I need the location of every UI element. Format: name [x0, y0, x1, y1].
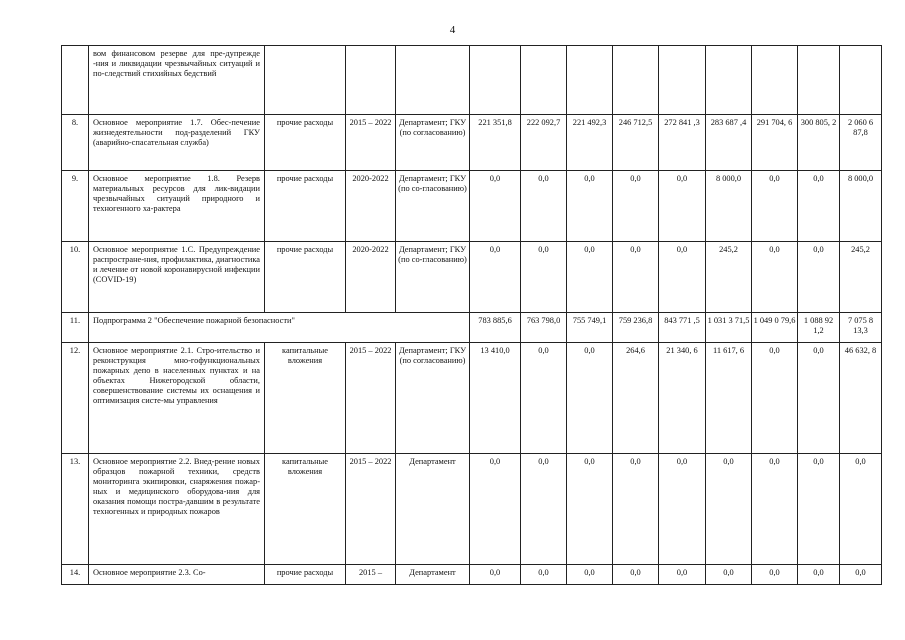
years-cell: 2020-2022	[346, 242, 396, 313]
value-cell: 0,0	[706, 565, 752, 585]
row-number-cell: 12.	[62, 343, 89, 454]
value-cell	[840, 46, 882, 115]
row-number-cell: 9.	[62, 171, 89, 242]
value-cell: 0,0	[613, 242, 659, 313]
row-number-cell: 11.	[62, 313, 89, 343]
measure-description-cell: Основное мероприятие 1.С. Предупреждение распростране-ния, профилактика, диагностика и лечение от новой коронавирусной инфекции (COVID-19)	[89, 242, 265, 313]
expense-type-cell: прочие расходы	[265, 242, 346, 313]
measure-description-cell: Основное мероприятие 2.2. Внед-рение новых образцов пожарной техники, средств мониторинга экипировки, снаряжения пожар-ных и медицинского оборудова-ния для оказания помощи постра-давшим в результате техногенных и природных пожаров	[89, 454, 265, 565]
years-cell: 2020-2022	[346, 171, 396, 242]
expense-type-cell: капитальные вложения	[265, 454, 346, 565]
row-number-cell	[62, 46, 89, 115]
value-cell: 0,0	[567, 565, 613, 585]
executor-cell: Департамент; ГКУ (по согласованию)	[396, 343, 470, 454]
row-number-cell: 14.	[62, 565, 89, 585]
value-cell: 0,0	[613, 171, 659, 242]
value-cell: 0,0	[706, 454, 752, 565]
row-number-cell: 10.	[62, 242, 89, 313]
value-cell: 8 000,0	[706, 171, 752, 242]
years-cell: 2015 – 2022	[346, 115, 396, 171]
value-cell	[521, 46, 567, 115]
value-cell: 300 805, 2	[798, 115, 840, 171]
value-cell	[798, 46, 840, 115]
value-cell: 246 712,5	[613, 115, 659, 171]
value-cell	[613, 46, 659, 115]
measure-description-cell: Основное мероприятие 1.7. Обес-печение жизнедеятельности под-разделений ГКУ (аварийно-спасательная служба)	[89, 115, 265, 171]
value-cell: 0,0	[659, 242, 706, 313]
value-cell: 11 617, 6	[706, 343, 752, 454]
table-row	[62, 242, 882, 313]
table-row	[62, 454, 882, 565]
executor-cell	[396, 46, 470, 115]
value-cell: 264,6	[613, 343, 659, 454]
value-cell: 0,0	[613, 454, 659, 565]
executor-cell: Департамент; ГКУ (по со-гласованию)	[396, 171, 470, 242]
value-cell	[752, 46, 798, 115]
value-cell: 0,0	[567, 343, 613, 454]
measure-description-cell: Основное мероприятие 2.1. Стро-ительство и реконструкция мно-гофункциональных пожарных депо в населенных пунктах и на объектах Нижегородской области, совершенствование системы их оснащения и оптимизация систе-мы управления	[89, 343, 265, 454]
value-cell: 0,0	[521, 242, 567, 313]
table-row	[62, 313, 882, 343]
value-cell: 0,0	[752, 454, 798, 565]
value-cell: 0,0	[798, 343, 840, 454]
value-cell: 0,0	[659, 454, 706, 565]
value-cell: 21 340, 6	[659, 343, 706, 454]
value-cell: 0,0	[798, 565, 840, 585]
value-cell: 221 492,3	[567, 115, 613, 171]
value-cell: 843 771 ,5	[659, 313, 706, 343]
value-cell: 0,0	[752, 242, 798, 313]
value-cell: 245,2	[840, 242, 882, 313]
executor-cell: Департамент	[396, 454, 470, 565]
value-cell: 291 704, 6	[752, 115, 798, 171]
value-cell: 0,0	[470, 454, 521, 565]
value-cell: 0,0	[659, 565, 706, 585]
table-row	[62, 115, 882, 171]
value-cell: 0,0	[470, 242, 521, 313]
table-row	[62, 171, 882, 242]
executor-cell: Департамент; ГКУ (по согласованию)	[396, 115, 470, 171]
value-cell: 46 632, 8	[840, 343, 882, 454]
row-number-cell: 13.	[62, 454, 89, 565]
subprogram-title-cell: Подпрограмма 2 "Обеспечение пожарной безопасности"	[89, 313, 470, 343]
value-cell: 0,0	[840, 454, 882, 565]
expense-type-cell	[265, 46, 346, 115]
value-cell: 272 841 ,3	[659, 115, 706, 171]
value-cell: 2 060 6 87,8	[840, 115, 882, 171]
years-cell: 2015 – 2022	[346, 343, 396, 454]
measure-description-cell: Основное мероприятие 1.8. Резерв материальных ресурсов для лик-видации чрезвычайных ситуаций природного и техногенного ха-рактера	[89, 171, 265, 242]
budget-table	[61, 45, 882, 585]
value-cell: 0,0	[470, 171, 521, 242]
value-cell: 7 075 8 13,3	[840, 313, 882, 343]
value-cell: 222 092,7	[521, 115, 567, 171]
years-cell: 2015 – 2022	[346, 454, 396, 565]
value-cell: 0,0	[567, 171, 613, 242]
value-cell: 1 049 0 79,6	[752, 313, 798, 343]
page-number: 4	[449, 24, 456, 36]
executor-cell: Департамент; ГКУ (по со-гласованию)	[396, 242, 470, 313]
value-cell: 0,0	[798, 242, 840, 313]
table-row	[62, 343, 882, 454]
value-cell: 0,0	[752, 565, 798, 585]
value-cell: 221 351,8	[470, 115, 521, 171]
value-cell: 783 885,6	[470, 313, 521, 343]
value-cell: 1 031 3 71,5	[706, 313, 752, 343]
value-cell: 0,0	[659, 171, 706, 242]
expense-type-cell: прочие расходы	[265, 115, 346, 171]
measure-description-cell: вом финансовом резерве для пре-дупрежде -ния и ликвидации чрезвычайных ситуаций и по-следствий стихийных бедствий	[89, 46, 265, 115]
value-cell: 0,0	[840, 565, 882, 585]
value-cell: 755 749,1	[567, 313, 613, 343]
value-cell: 0,0	[798, 171, 840, 242]
value-cell: 1 088 92 1,2	[798, 313, 840, 343]
value-cell: 283 687 ,4	[706, 115, 752, 171]
value-cell	[706, 46, 752, 115]
value-cell	[659, 46, 706, 115]
value-cell: 0,0	[567, 242, 613, 313]
value-cell: 0,0	[613, 565, 659, 585]
row-number-cell: 8.	[62, 115, 89, 171]
value-cell: 245,2	[706, 242, 752, 313]
value-cell	[567, 46, 613, 115]
value-cell: 0,0	[567, 454, 613, 565]
measure-description-cell: Основное мероприятие 2.3. Со-	[89, 565, 265, 585]
value-cell: 763 798,0	[521, 313, 567, 343]
value-cell: 0,0	[521, 343, 567, 454]
table-body	[62, 46, 882, 585]
table-row	[62, 565, 882, 585]
value-cell: 8 000,0	[840, 171, 882, 242]
years-cell	[346, 46, 396, 115]
value-cell: 0,0	[798, 454, 840, 565]
expense-type-cell: капитальные вложения	[265, 343, 346, 454]
value-cell: 0,0	[470, 565, 521, 585]
value-cell	[470, 46, 521, 115]
value-cell: 0,0	[521, 565, 567, 585]
value-cell: 0,0	[752, 171, 798, 242]
years-cell: 2015 –	[346, 565, 396, 585]
value-cell: 0,0	[521, 454, 567, 565]
table-row	[62, 46, 882, 115]
value-cell: 0,0	[752, 343, 798, 454]
expense-type-cell: прочие расходы	[265, 565, 346, 585]
value-cell: 0,0	[521, 171, 567, 242]
value-cell: 759 236,8	[613, 313, 659, 343]
executor-cell: Департамент	[396, 565, 470, 585]
value-cell: 13 410,0	[470, 343, 521, 454]
expense-type-cell: прочие расходы	[265, 171, 346, 242]
